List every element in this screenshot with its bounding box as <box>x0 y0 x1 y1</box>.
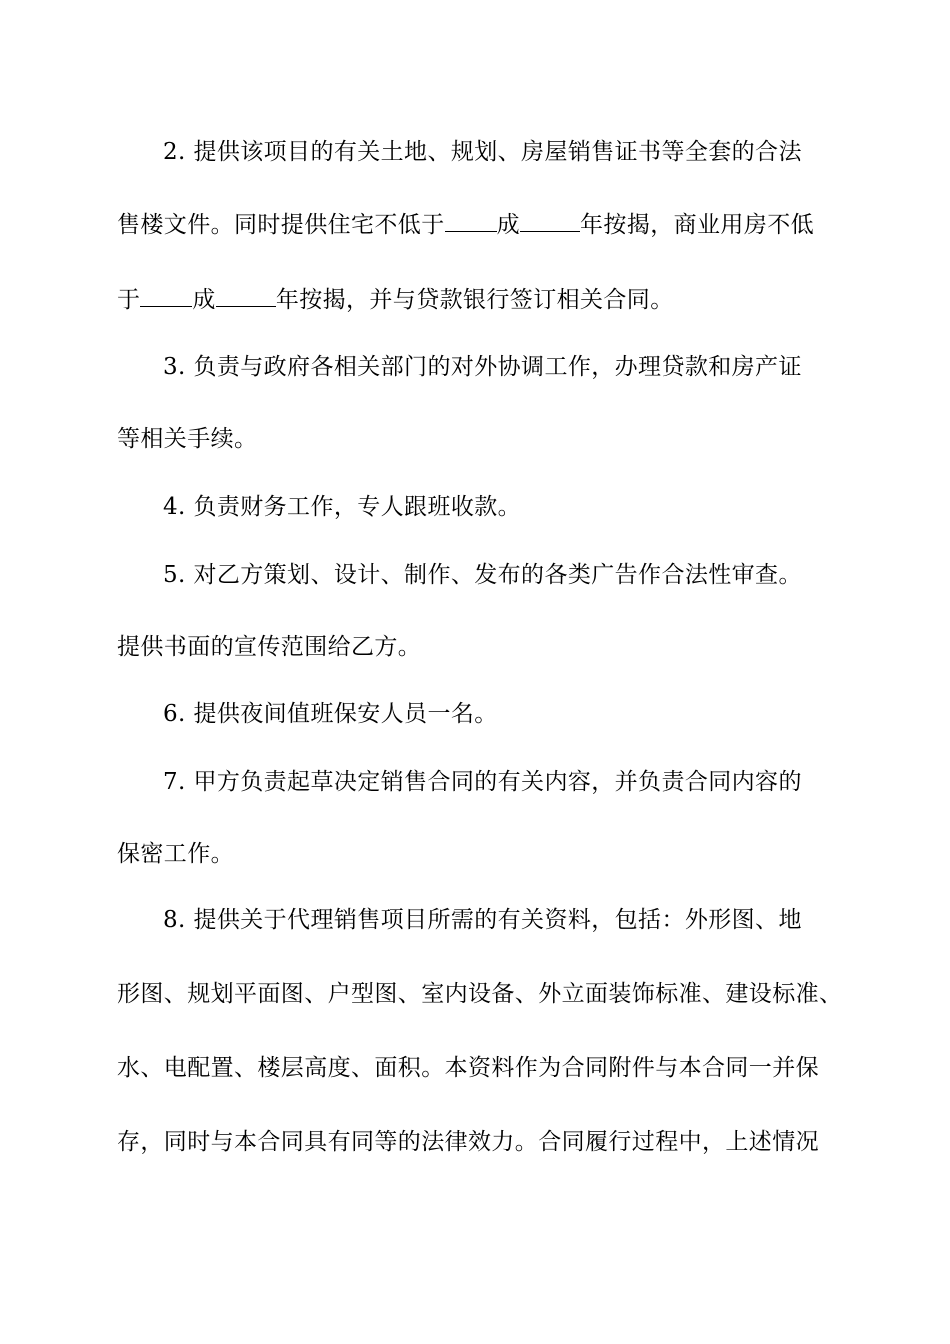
item-8-line-4: 存，同时与本合同具有同等的法律效力。合同履行过程中，上述情况 <box>117 1129 819 1155</box>
item-8-line-3: 水、电配置、楼层高度、面积。本资料作为合同附件与本合同一并保 <box>117 1055 819 1081</box>
item-2-line-2 <box>117 207 847 242</box>
item-8-line-2: 形图、规划平面图、户型图、室内设备、外立面装饰标准、建设标准、 <box>117 981 843 1007</box>
item-2-line-3-text-a: 于 <box>117 287 141 313</box>
item-4-line-1: 4. 负责财务工作，专人跟班收款。 <box>163 494 522 520</box>
fill-in-blank <box>140 282 192 307</box>
fill-in-blank <box>520 207 580 232</box>
item-2-line-2-text-c: 年按揭，商业用房不低 <box>580 212 815 238</box>
item-5-line-2: 提供书面的宣传范围给乙方。 <box>117 634 422 660</box>
item-5-line-1: 5. 对乙方策划、设计、制作、发布的各类广告作合法性审查。 <box>163 562 802 588</box>
item-2-line-2-text-a: 售楼文件。同时提供住宅不低于 <box>117 212 445 238</box>
item-3-line-2: 等相关手续。 <box>117 426 258 452</box>
item-2-line-3 <box>117 282 847 317</box>
item-2-line-2-text-b: 成 <box>496 212 521 238</box>
item-7-line-1: 7. 甲方负责起草决定销售合同的有关内容，并负责合同内容的 <box>163 769 802 795</box>
item-2-line-3-text-b: 成 <box>192 287 216 313</box>
item-7-line-2: 保密工作。 <box>117 841 234 867</box>
item-3-line-1: 3. 负责与政府各相关部门的对外协调工作，办理贷款和房产证 <box>163 354 802 380</box>
fill-in-blank <box>445 207 497 232</box>
item-2-line-1: 2. 提供该项目的有关土地、规划、房屋销售证书等全套的合法 <box>163 139 802 165</box>
item-6-line-1: 6. 提供夜间值班保安人员一名。 <box>163 701 498 727</box>
fill-in-blank <box>216 282 276 307</box>
item-2-line-3-text-c: 年按揭，并与贷款银行签订相关合同。 <box>275 287 674 313</box>
item-8-line-1: 8. 提供关于代理销售项目所需的有关资料，包括：外形图、地 <box>163 907 802 933</box>
